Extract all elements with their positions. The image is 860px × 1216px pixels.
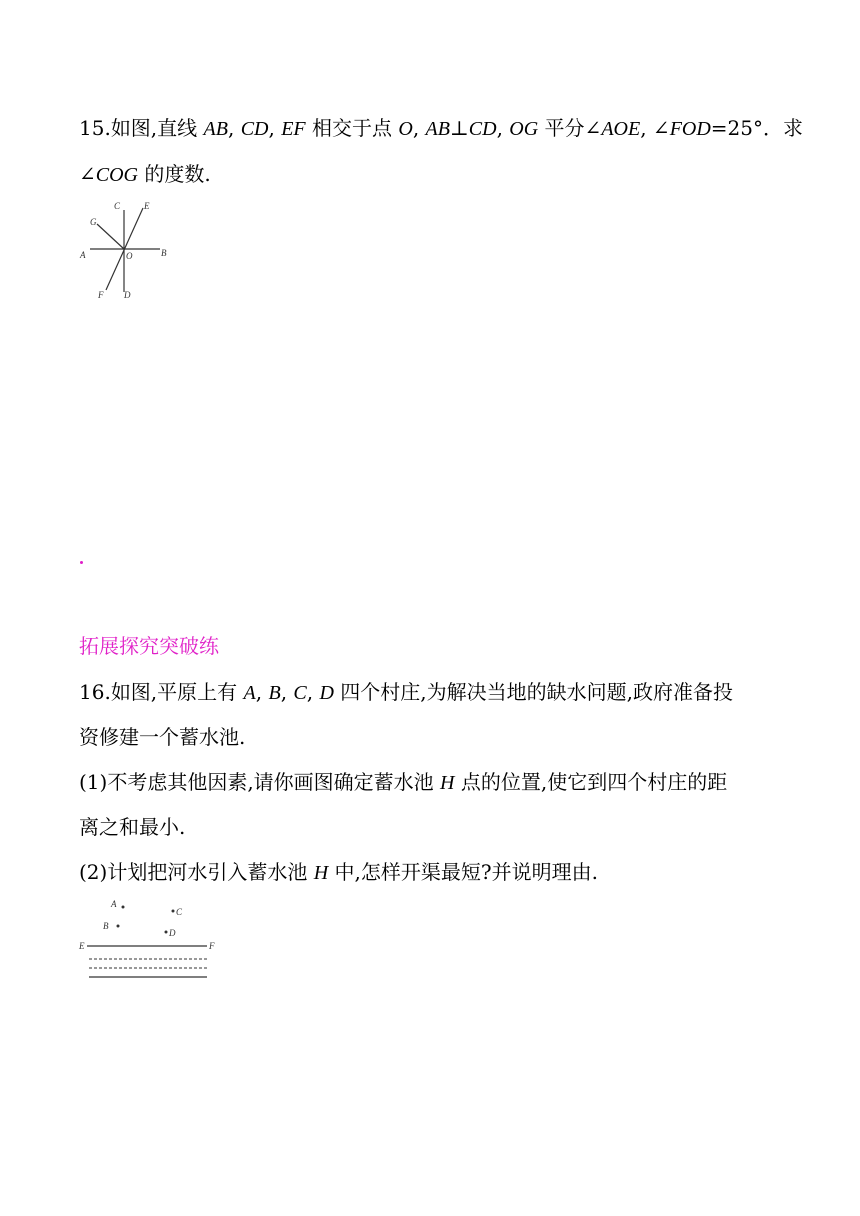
stray-dot [80,561,83,564]
q16-part2: (2)计划把河水引入蓄水池 H 中,怎样开渠最短?并说明理由. [79,860,598,884]
q15-number: 15. [79,116,111,140]
village-c [172,910,175,913]
label-b: B [103,921,109,931]
q16-figure [78,895,228,985]
label-e: E [79,941,85,951]
label-e: E [144,201,150,211]
q16-part1-line-1: (1)不考虑其他因素,请你画图确定蓄水池 H 点的位置,使它到四个村庄的距 [79,770,728,794]
q16-number: 16. [79,680,111,704]
label-f: F [209,941,215,951]
village-a [122,906,125,909]
label-d: D [124,290,131,300]
q16-line-1: 16.如图,平原上有 A, B, C, D 四个村庄,为解决当地的缺水问题,政府准备投 [79,680,733,704]
section-title: 拓展探究突破练 [79,634,219,658]
label-g: G [90,217,97,227]
label-f: F [98,290,104,300]
q15-line-2: ∠COG 的度数. [79,162,211,186]
label-a: A [80,250,86,260]
label-c: C [176,907,183,917]
q15-figure [78,198,178,308]
label-o: O [126,251,133,261]
label-a: A [111,899,117,909]
q16-line-2: 资修建一个蓄水池. [79,725,246,749]
label-d: D [169,928,176,938]
village-b [117,925,120,928]
q15-line-1: 15.如图,直线 AB, CD, EF 相交于点 O, AB⊥CD, OG 平分∠AOE, ∠FOD=25°．求 [79,116,804,140]
label-c: C [114,201,121,211]
q16-part1-line-2: 离之和最小. [79,815,186,839]
label-b: B [161,248,167,258]
village-d [165,931,168,934]
ray-og [97,224,124,249]
